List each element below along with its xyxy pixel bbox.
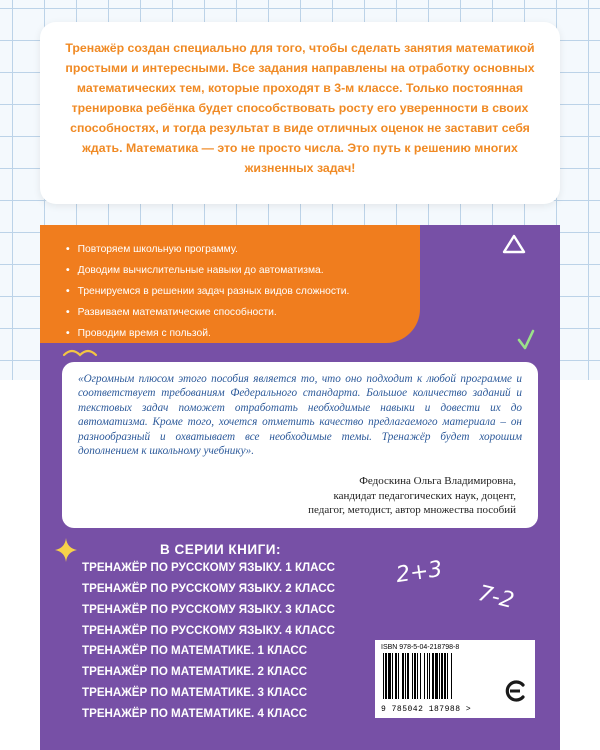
benefit-item: • Проводим время с пользой. (66, 323, 420, 344)
review-card (62, 362, 538, 528)
list-item: ТРЕНАЖЁР ПО МАТЕМАТИКЕ. 4 КЛАСС (82, 707, 308, 720)
publisher-logo-icon (503, 676, 527, 706)
author-name: Федоскина Ольга Владимировна, (359, 475, 516, 487)
intro-card (40, 22, 560, 204)
benefits-banner (40, 225, 420, 343)
benefit-item: • Развиваем математические способности. (66, 302, 420, 323)
math-doodle-expression: 2+3 (394, 556, 444, 589)
list-item: ТРЕНАЖЁР ПО РУССКОМУ ЯЗЫКУ. 1 КЛАСС (82, 561, 336, 574)
benefit-item: • Повторяем школьную программу. (66, 239, 420, 260)
math-doodle-expression: 7-2 (475, 581, 517, 614)
list-item: ТРЕНАЖЁР ПО РУССКОМУ ЯЗЫКУ. 2 КЛАСС (82, 582, 336, 595)
russian-series-list (82, 557, 335, 641)
review-author (256, 474, 516, 518)
triangle-doodle-icon (500, 232, 528, 256)
ean-text: 9 785042 187988 > (381, 705, 472, 714)
dots-doodle-icon (62, 345, 102, 359)
check-doodle-icon (516, 328, 536, 352)
benefit-item: • Доводим вычислительные навыки до автоматизма. (66, 260, 420, 281)
list-item: ТРЕНАЖЁР ПО РУССКОМУ ЯЗЫКУ. 3 КЛАСС (82, 603, 336, 616)
intro-text: Тренажёр создан специально для того, чтобы сделать занятия математикой простыми и интересными. Все задания направлены на отработку основных математических тем, которые проходят в 3-м классе. Только постоянная тренировка ребёнка будет способствовать росту его уверенности в своих способностях, и тогда результат в виде отличных оценок не заставит себя ждать. Математика — это не просто числа. Это путь к решению многих жизненных задач! (65, 41, 535, 175)
barcode-icon (381, 653, 499, 699)
benefit-item: • Тренируемся в решении задач разных видов сложности. (66, 281, 420, 302)
author-role: педагог, методист, автор множества пособий (308, 504, 516, 516)
math-series-list (82, 640, 307, 724)
list-item: ТРЕНАЖЁР ПО МАТЕМАТИКЕ. 3 КЛАСС (82, 686, 308, 699)
series-title: В СЕРИИ КНИГИ: (160, 542, 281, 557)
list-item: ТРЕНАЖЁР ПО МАТЕМАТИКЕ. 1 КЛАСС (82, 644, 308, 657)
isbn-text: ISBN 978-5-04-218798-8 (381, 644, 460, 651)
list-item: ТРЕНАЖЁР ПО МАТЕМАТИКЕ. 2 КЛАСС (82, 665, 308, 678)
list-item: ТРЕНАЖЁР ПО РУССКОМУ ЯЗЫКУ. 4 КЛАСС (82, 624, 336, 637)
review-quote: «Огромным плюсом этого пособия является то, что оно подходит к любой программе и соответствует требованиям Федерального стандарта. Большое количество заданий и текстовых задач поможет отработать необходимые навыки и довести их до автоматизма. Кроме того, хочется отметить качество предлагаемого материала – он разнообразный и охватывает все необходимые темы. Тренажёр будет хорошим дополнением к школьному учебнику». (78, 373, 522, 458)
sparkle-icon (55, 538, 77, 562)
author-degree: кандидат педагогических наук, доцент, (333, 489, 516, 502)
